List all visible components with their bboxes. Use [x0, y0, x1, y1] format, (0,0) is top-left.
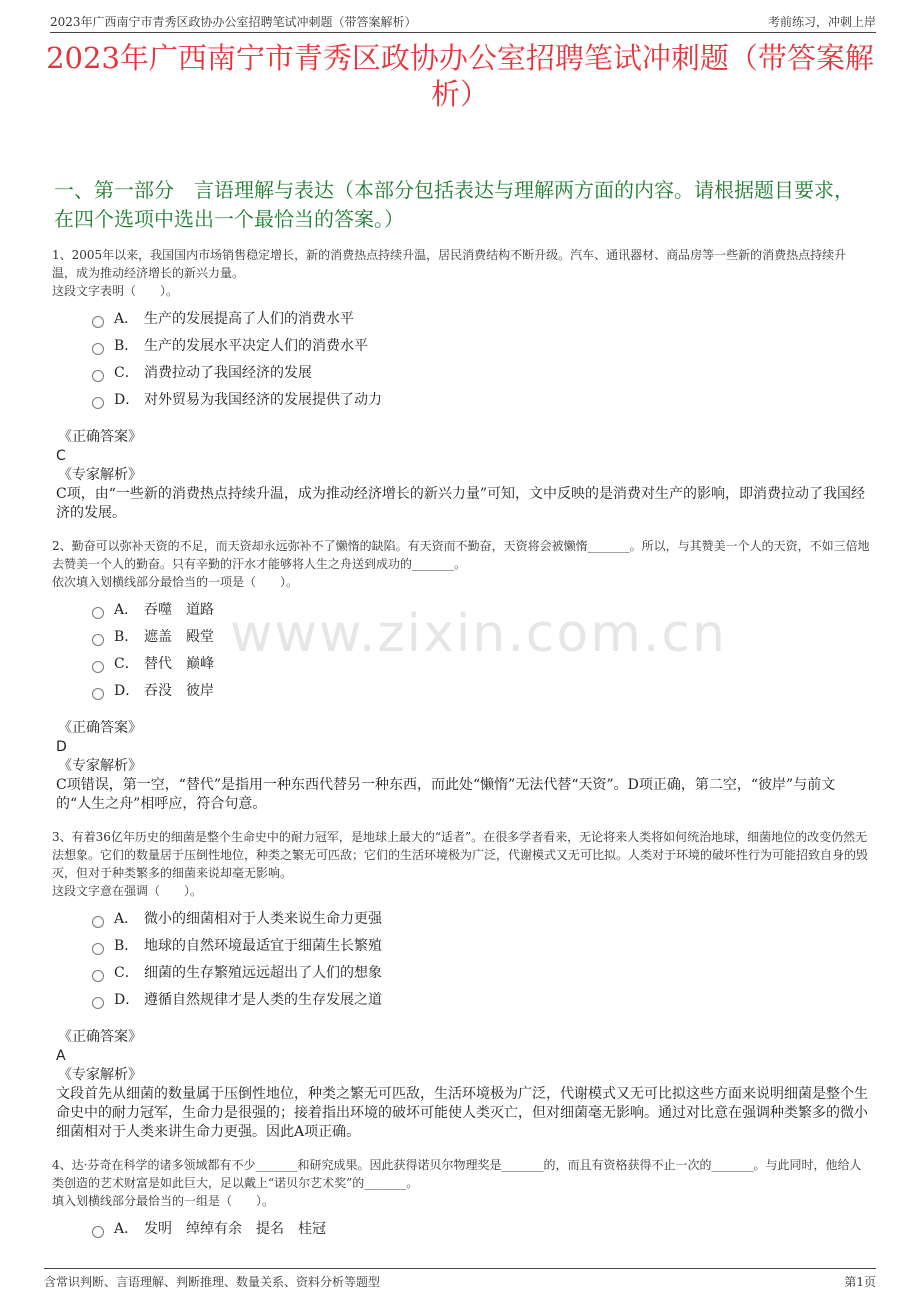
radio-icon[interactable] — [92, 970, 104, 982]
option-text: 消费拉动了我国经济的发展 — [144, 365, 312, 381]
header-slogan: 考前练习，冲刺上岸 — [767, 15, 876, 29]
option-letter: D． — [114, 392, 140, 408]
radio-icon[interactable] — [92, 370, 104, 382]
radio-icon[interactable] — [92, 943, 104, 955]
radio-icon[interactable] — [92, 661, 104, 673]
option-letter: A． — [114, 602, 139, 618]
option-letter: C． — [114, 365, 139, 381]
analysis-text: C项错误，第一空，“替代”是指用一种东西代替另一种东西，而此处“懒惰”无法代替“天资”。D项正确，第二空，“彼岸”与前文的“人生之舟”相呼应，符合句意。 — [56, 777, 836, 812]
document-title: 2023年广西南宁市青秀区政协办公室招聘笔试冲刺题（带答案解析） — [46, 41, 874, 111]
option-a[interactable] — [92, 597, 870, 624]
option-b[interactable] — [92, 933, 870, 960]
question-1 — [52, 246, 870, 523]
option-letter: C． — [114, 965, 139, 981]
option-letter: D． — [114, 992, 140, 1008]
watermark-text: www.zixin.com.cn — [230, 604, 727, 664]
radio-icon[interactable] — [92, 688, 104, 700]
header-doc-title: 2023年广西南宁市青秀区政协办公室招聘笔试冲刺题（带答案解析） — [50, 15, 417, 29]
option-c[interactable] — [92, 651, 870, 678]
option-b[interactable] — [92, 624, 870, 651]
option-b[interactable] — [92, 333, 870, 360]
radio-icon[interactable] — [92, 343, 104, 355]
page-header — [50, 10, 876, 33]
option-c[interactable] — [92, 360, 870, 387]
answer-label: 《正确答案》 — [58, 1029, 142, 1045]
page-number: 第1页 — [844, 1275, 876, 1289]
question-prompt: 依次填入划横线部分最恰当的一项是（ ）。 — [52, 575, 299, 589]
question-prompt: 填入划横线部分最恰当的一组是（ ）。 — [52, 1194, 275, 1208]
question-prompt: 这段文字表明（ ）。 — [52, 284, 179, 298]
option-d[interactable] — [92, 387, 870, 414]
option-text: 遮盖 殿堂 — [144, 629, 214, 645]
answer-value: D — [56, 739, 67, 755]
option-a[interactable] — [92, 1216, 870, 1243]
answer-value: C — [56, 448, 66, 464]
radio-icon[interactable] — [92, 397, 104, 409]
option-letter: D． — [114, 683, 140, 699]
question-stem: 4、达·芬奇在科学的诸多领域都有不少_______和研究成果。因此获得诺贝尔物理奖是_______的，而且有资格获得不止一次的_______。与此同时，他给人类创造的艺术财富是如此巨大，足以戴上“诺贝尔艺术奖”的_______。 — [52, 1158, 862, 1190]
radio-icon[interactable] — [92, 997, 104, 1009]
option-text: 对外贸易为我国经济的发展提供了动力 — [144, 392, 382, 408]
option-text: 吞噬 道路 — [144, 602, 214, 618]
question-stem: 1、2005年以来，我国国内市场销售稳定增长，新的消费热点持续升温，居民消费结构不断升级。汽车、通讯器材、商品房等一些新的消费热点持续升温，成为推动经济增长的新兴力量。 — [52, 248, 847, 280]
option-text: 微小的细菌相对于人类来说生命力更强 — [144, 911, 382, 927]
option-text: 发明 绰绰有余 提名 桂冠 — [144, 1221, 326, 1237]
option-letter: A． — [114, 1221, 139, 1237]
option-letter: C． — [114, 656, 139, 672]
analysis-label: 《专家解析》 — [58, 467, 142, 483]
answer-label: 《正确答案》 — [58, 720, 142, 736]
footer-topics: 含常识判断、言语理解、判断推理、数量关系、资料分析等题型 — [44, 1275, 381, 1289]
option-d[interactable] — [92, 678, 870, 705]
analysis-text: 文段首先从细菌的数量属于压倒性地位，种类之繁无可匹敌，生活环境极为广泛，代谢模式又无可比拟这些方面来说明细菌是整个生命史中的耐力冠军，生命力是很强的；接着指出环境的破坏可能使人类灭亡，但对细菌毫无影响。通过对比意在强调种类繁多的微小细菌相对于人类来讲生命力更强。因此A项正确。 — [56, 1086, 868, 1140]
option-text: 地球的自然环境最适宜于细菌生长繁殖 — [144, 938, 382, 954]
question-4 — [52, 1156, 870, 1243]
option-letter: A． — [114, 911, 139, 927]
option-list — [92, 597, 870, 705]
option-letter: B． — [114, 338, 139, 354]
option-text: 替代 巅峰 — [144, 656, 214, 672]
radio-icon[interactable] — [92, 916, 104, 928]
option-c[interactable] — [92, 960, 870, 987]
analysis-label: 《专家解析》 — [58, 1067, 142, 1083]
radio-icon[interactable] — [92, 607, 104, 619]
analysis-label: 《专家解析》 — [58, 758, 142, 774]
option-text: 遵循自然规律才是人类的生存发展之道 — [144, 992, 382, 1008]
answer-value: A — [56, 1048, 66, 1064]
option-text: 细菌的生存繁殖远远超出了人们的想象 — [144, 965, 382, 981]
radio-icon[interactable] — [92, 1226, 104, 1238]
option-a[interactable] — [92, 306, 870, 333]
question-stem: 2、勤奋可以弥补天资的不足，而天资却永远弥补不了懒惰的缺陷。有天资而不勤奋，天资将会被懒惰_______。所以，与其赞美一个人的天资，不如三倍地去赞美一个人的勤奋。只有辛勤的汗水才能够将人生之舟送到成功的_______。 — [52, 539, 870, 571]
question-3 — [52, 828, 870, 1142]
option-a[interactable] — [92, 906, 870, 933]
option-text: 吞没 彼岸 — [144, 683, 214, 699]
questions-container — [52, 246, 870, 1257]
option-letter: B． — [114, 938, 139, 954]
section-title: 一、第一部分 言语理解与表达（本部分包括表达与理解两方面的内容。请根据题目要求，在四个选项中选出一个最恰当的答案。） — [54, 178, 854, 231]
question-stem: 3、有着36亿年历史的细菌是整个生命史中的耐力冠军，是地球上最大的“适者”。在很多学者看来，无论将来人类将如何统治地球，细菌地位的改变仍然无法想象。它们的数量居于压倒性地位，种类之繁无可匹敌；它们的生活环境极为广泛，代谢模式又无可比拟。人类对于环境的破坏性行为可能招致自身的毁灭，但对于种类繁多的细菌来说却毫无影响。 — [52, 830, 869, 880]
answer-label: 《正确答案》 — [58, 429, 142, 445]
analysis-text: C项，由“一些新的消费热点持续升温，成为推动经济增长的新兴力量”可知，文中反映的是消费对生产的影响，即消费拉动了我国经济的发展。 — [56, 486, 866, 521]
option-list — [92, 906, 870, 1014]
option-letter: A． — [114, 311, 139, 327]
option-letter: B． — [114, 629, 139, 645]
radio-icon[interactable] — [92, 634, 104, 646]
radio-icon[interactable] — [92, 316, 104, 328]
option-d[interactable] — [92, 987, 870, 1014]
question-2 — [52, 537, 870, 814]
option-list — [92, 1216, 870, 1243]
option-list — [92, 306, 870, 414]
option-text: 生产的发展水平决定人们的消费水平 — [144, 338, 368, 354]
question-prompt: 这段文字意在强调（ ）。 — [52, 884, 203, 898]
page-footer — [44, 1268, 876, 1295]
option-text: 生产的发展提高了人们的消费水平 — [144, 311, 354, 327]
